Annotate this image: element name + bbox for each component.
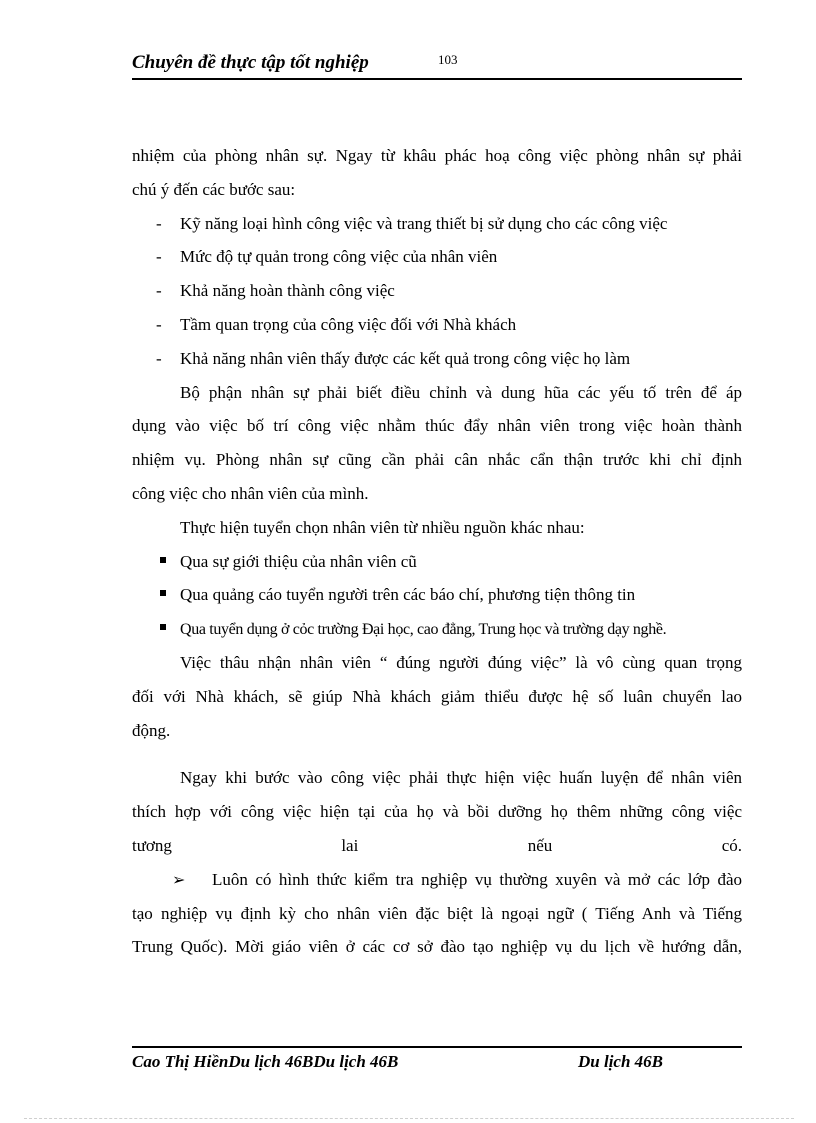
text-line: Ngay khi bước vào công việc phải thực hiện việc huấn luyện để nhân viên — [180, 768, 742, 788]
list-item — [132, 274, 742, 308]
square-bullet-icon — [160, 590, 166, 596]
list-item — [132, 545, 742, 579]
list-item-text: Qua sự giới thiệu của nhân viên cũ — [180, 551, 417, 571]
list-item-text: Khả năng nhân viên thấy được các kết quả trong công việc họ làm — [180, 348, 631, 368]
dash-bullet: - — [156, 348, 162, 368]
text-line: dụng vào việc bố trí công việc nhằm thúc đẩy nhân viên trong việc hoàn thành — [132, 416, 742, 436]
text-line: Bộ phận nhân sự phải biết điều chỉnh và dung hũa các yếu tố trên để áp — [180, 382, 742, 402]
text-line: tương lai nếu có. — [132, 835, 742, 855]
page-header — [132, 50, 742, 80]
dash-bullet: - — [156, 281, 162, 301]
text-line: công việc cho nhân viên của mình. — [132, 483, 369, 503]
text-line: Việc thâu nhận nhân viên “ đúng người đúng việc” là vô cùng quan trọng — [180, 652, 742, 672]
list-item-text: Kỹ năng loại hình công việc và trang thiết bị sử dụng cho các công việc — [180, 213, 668, 233]
arrow-item-text: Luôn có hình thức kiểm tra nghiệp vụ thường xuyên và mở các lớp đào — [212, 869, 742, 889]
square-bullet-icon — [160, 557, 166, 563]
text-line — [132, 863, 742, 897]
list-item — [132, 207, 742, 241]
document-body — [132, 139, 742, 964]
arrow-bullet-icon: ➢ — [172, 871, 186, 889]
text-line: chú ý đến các bước sau: — [132, 179, 296, 199]
text-line: nhiệm của phòng nhân sự. Ngay từ khâu phác hoạ công việc phòng nhân sự phải — [132, 146, 742, 165]
dash-bullet: - — [156, 213, 162, 233]
text-line: đối với Nhà khách, sẽ giúp Nhà khách giảm thiểu được hệ số luân chuyển lao — [132, 686, 742, 706]
page-edge-divider — [24, 1118, 794, 1119]
list-item — [132, 308, 742, 342]
list-item-text: Tầm quan trọng của công việc đối với Nhà khách — [180, 314, 517, 334]
footer-author: Cao Thị HiềnDu lịch 46BDu lịch 46B — [132, 1052, 399, 1071]
page-number: 103 — [438, 52, 458, 67]
list-item — [132, 342, 742, 376]
list-item-text: Khả năng hoàn thành công việc — [180, 281, 395, 301]
paragraph-gap — [132, 747, 742, 761]
page-footer — [132, 1046, 742, 1078]
text-line: tạo nghiệp vụ định kỳ cho nhân viên đặc biệt là ngoại ngữ ( Tiếng Anh và Tiếng — [132, 903, 742, 923]
square-bullet-icon — [160, 624, 166, 630]
text-line: động. — [132, 720, 171, 740]
text-line: Trung Quốc). Mời giáo viên ở các cơ sở đào tạo nghiệp vụ du lịch về hướng dẫn, — [132, 937, 742, 957]
header-title: Chuyên đề thực tập tốt nghiệp — [132, 52, 369, 73]
text-line: thích hợp với công việc hiện tại của họ và bồi dưỡng họ thêm những công việc — [132, 802, 742, 822]
list-item — [132, 578, 742, 612]
text-line: nhiệm vụ. Phòng nhân sự cũng cần phải cân nhắc cẩn thận trước khi chỉ định — [132, 450, 742, 470]
dash-bullet: - — [156, 247, 162, 267]
list-item-text: Mức độ tự quản trong công việc của nhân viên — [180, 247, 498, 267]
list-item — [132, 240, 742, 274]
footer-class: Du lịch 46B — [578, 1052, 664, 1071]
list-item — [132, 612, 742, 646]
list-item-text: Qua tuyển dụng ở cỏc trường Đại học, cao đẳng, Trung học và trường dạy nghề. — [180, 621, 667, 639]
text-line: Thực hiện tuyển chọn nhân viên từ nhiều nguồn khác nhau: — [180, 517, 585, 537]
dash-bullet: - — [156, 314, 162, 334]
list-item-text: Qua quảng cáo tuyển người trên các báo chí, phương tiện thông tin — [180, 585, 636, 605]
